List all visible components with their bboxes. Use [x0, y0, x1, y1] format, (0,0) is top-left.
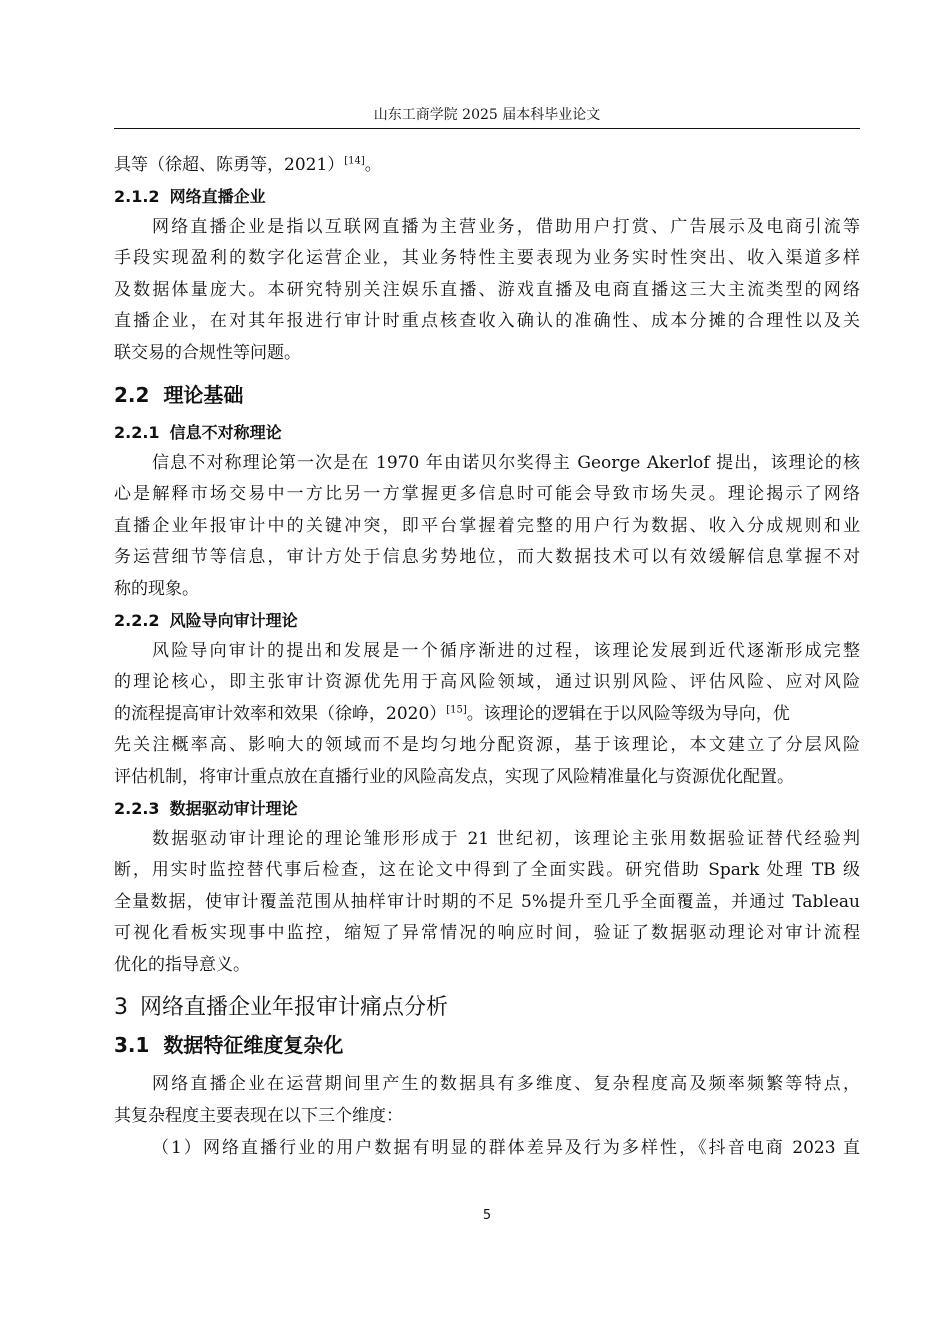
text-fragment: 。	[364, 155, 382, 175]
section-number: 2.1.2	[114, 186, 160, 206]
citation-ref: [15]	[446, 704, 467, 716]
chapter-heading-3	[114, 989, 860, 1027]
chapter-number: 3	[114, 995, 128, 1021]
page-body	[114, 150, 860, 1164]
paragraph-line: 直播企业年报审计中的关键冲突，即平台掌握着完整的用户行为数据、收入分成规则和业	[114, 515, 860, 536]
running-header: 山东工商学院 2025 届本科毕业论文	[373, 107, 601, 123]
section-heading-2-2-3	[114, 794, 860, 824]
section-number: 2.2.2	[114, 610, 160, 630]
section-title: 风险导向审计理论	[169, 610, 298, 630]
section-heading-2-2-2	[114, 606, 860, 636]
paragraph-line: 及数据体量庞大。本研究特别关注娱乐直播、游戏直播及电商直播这三大主流类型的网络	[114, 279, 860, 300]
text-fragment: 。该理论的逻辑在于以风险等级为导向，优	[466, 703, 790, 724]
section-heading-3-1	[114, 1027, 860, 1063]
paragraph-line	[114, 150, 860, 182]
paragraph-line: 评估机制，将审计重点放在直播行业的风险高发点，实现了风险精准量化与资源优化配置。	[114, 766, 794, 787]
paragraph-line: 网络直播企业在运营期间里产生的数据具有多维度、复杂程度高及频率频繁等特点，	[152, 1074, 860, 1095]
section-title: 网络直播企业	[169, 186, 266, 206]
paragraph-line: 断，用实时监控替代事后检查，这在论文中得到了全面实践。研究借助 Spark 处理 TB 级	[114, 860, 860, 881]
paragraph-line	[114, 699, 860, 731]
section-number: 2.2.3	[114, 798, 160, 818]
paragraph-line: 优化的指导意义。	[114, 954, 250, 975]
paragraph-line: 直播企业，在对其年报进行审计时重点核查收入确认的准确性、成本分摊的合理性以及关	[114, 311, 860, 332]
citation-ref: [14]	[344, 155, 365, 167]
paragraph-line: 务运营细节等信息，审计方处于信息劣势地位，而大数据技术可以有效缓解信息掌握不对	[114, 547, 860, 568]
section-heading-2-2	[114, 377, 860, 413]
paragraph-line: 手段实现盈利的数字化运营企业，其业务特性主要表现为业务实时性突出、收入渠道多样	[114, 248, 860, 269]
section-title: 数据驱动审计理论	[169, 798, 298, 818]
paragraph-line: 全量数据，使审计覆盖范围从抽样审计时期的不足 5%提升至几乎全面覆盖，并通过 Tableau	[114, 891, 860, 912]
paragraph-line: 网络直播企业是指以互联网直播为主营业务，借助用户打赏、广告展示及电商引流等	[152, 216, 860, 237]
paragraph-line: 联交易的合规性等问题。	[114, 342, 301, 363]
paragraph-line: （1）网络直播行业的用户数据有明显的群体差异及行为多样性，《抖音电商 2023 直	[152, 1137, 860, 1158]
page-number: 5	[482, 1208, 492, 1223]
text-fragment: 的流程提高审计效率和效果（徐峥，2020）	[114, 703, 447, 724]
paragraph-line: 可视化看板实现事中监控，缩短了异常情况的响应时间，验证了数据驱动理论对审计流程	[114, 923, 860, 944]
section-title: 数据特征维度复杂化	[163, 1033, 344, 1058]
paragraph-line: 数据驱动审计理论的理论雏形形成于 21 世纪初，该理论主张用数据验证替代经验判	[152, 828, 860, 849]
section-heading-2-2-1	[114, 418, 860, 448]
section-number: 2.2.1	[114, 422, 160, 442]
section-title: 理论基础	[163, 382, 244, 407]
paragraph-line: 先关注概率高、影响大的领域而不是均匀地分配资源，基于该理论，本文建立了分层风险	[114, 735, 860, 756]
section-heading-2-1-2	[114, 182, 860, 212]
section-number: 3.1	[114, 1033, 150, 1058]
text-fragment: 具等（徐超、陈勇等，2021）	[114, 155, 345, 175]
header-rule	[114, 128, 860, 129]
paragraph-line: 心是解释市场交易中一方比另一方掌握更多信息时可能会导致市场失灵。理论揭示了网络	[114, 484, 860, 505]
paragraph-line: 称的现象。	[114, 578, 199, 599]
paragraph-line: 的理论核心，即主张审计资源优先用于高风险领域，通过识别风险、评估风险、应对风险	[114, 672, 860, 693]
section-number: 2.2	[114, 382, 150, 407]
paragraph-line: 信息不对称理论第一次是在 1970 年由诺贝尔奖得主 George Akerlof 提出，该理论的核	[152, 452, 860, 473]
paragraph-line: 其复杂程度主要表现在以下三个维度：	[114, 1106, 403, 1127]
paragraph-line: 风险导向审计的提出和发展是一个循序渐进的过程，该理论发展到近代逐渐形成完整	[152, 640, 860, 661]
chapter-title: 网络直播企业年报审计痛点分析	[140, 995, 449, 1021]
section-title: 信息不对称理论	[169, 422, 282, 442]
